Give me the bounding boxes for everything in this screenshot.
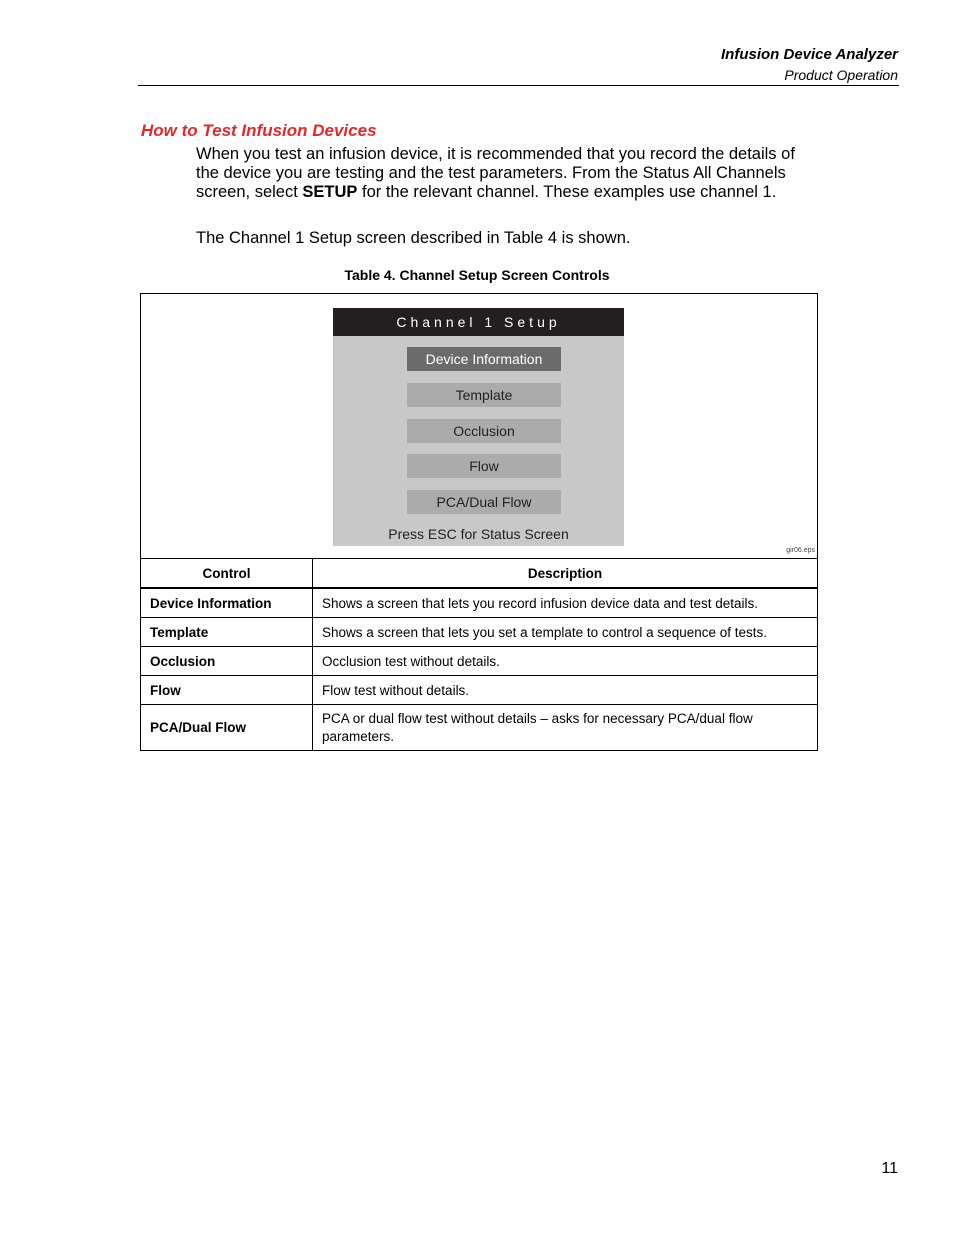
second-paragraph: The Channel 1 Setup screen described in Table 4 is shown.	[196, 229, 631, 247]
header-title: Infusion Device Analyzer	[721, 46, 898, 63]
control-description: Shows a screen that lets you record infusion device data and test details.	[313, 588, 818, 618]
controls-table	[141, 558, 817, 750]
page-number: 11	[881, 1160, 898, 1177]
header-rule	[138, 85, 899, 86]
controls-table-frame	[140, 293, 818, 751]
figure-label: gir06.eps	[786, 547, 815, 554]
section-title: How to Test Infusion Devices	[141, 121, 377, 140]
screen-title: Channel 1 Setup	[333, 308, 624, 336]
control-name: Device Information	[141, 588, 313, 618]
control-name: PCA/Dual Flow	[141, 705, 313, 751]
header-subtitle: Product Operation	[784, 67, 898, 83]
control-name: Occlusion	[141, 647, 313, 676]
header-description: Description	[313, 559, 818, 589]
channel-setup-screen	[333, 308, 624, 546]
control-description: Occlusion test without details.	[313, 647, 818, 676]
control-name: Template	[141, 618, 313, 647]
table-row	[141, 588, 817, 618]
control-description: Flow test without details.	[313, 676, 818, 705]
setup-keyword: SETUP	[302, 183, 358, 201]
screen-figure	[141, 294, 817, 558]
table-row	[141, 618, 817, 647]
template-button[interactable]: Template	[407, 383, 561, 407]
header-control: Control	[141, 559, 313, 589]
control-description: PCA or dual flow test without details – asks for necessary PCA/dual flow parameters.	[313, 705, 818, 751]
table-caption: Table 4. Channel Setup Screen Controls	[344, 267, 610, 283]
control-description: Shows a screen that lets you set a template to control a sequence of tests.	[313, 618, 818, 647]
intro-text-2: for the relevant channel. These examples use channel 1.	[357, 183, 777, 201]
flow-button[interactable]: Flow	[407, 454, 561, 478]
esc-hint: Press ESC for Status Screen	[388, 526, 569, 542]
table-row	[141, 705, 817, 751]
intro-text-1: When you test an infusion device, it is recommended that you record the details of the device you are testing and the test parameters. From the Status All Channels screen, select	[196, 145, 795, 201]
occlusion-button[interactable]: Occlusion	[407, 419, 561, 443]
table-header-row	[141, 559, 817, 589]
intro-paragraph	[196, 145, 816, 202]
device-information-button[interactable]: Device Information	[407, 347, 561, 371]
control-name: Flow	[141, 676, 313, 705]
table-row	[141, 676, 817, 705]
pca-dual-flow-button[interactable]: PCA/Dual Flow	[407, 490, 561, 514]
table-row	[141, 647, 817, 676]
